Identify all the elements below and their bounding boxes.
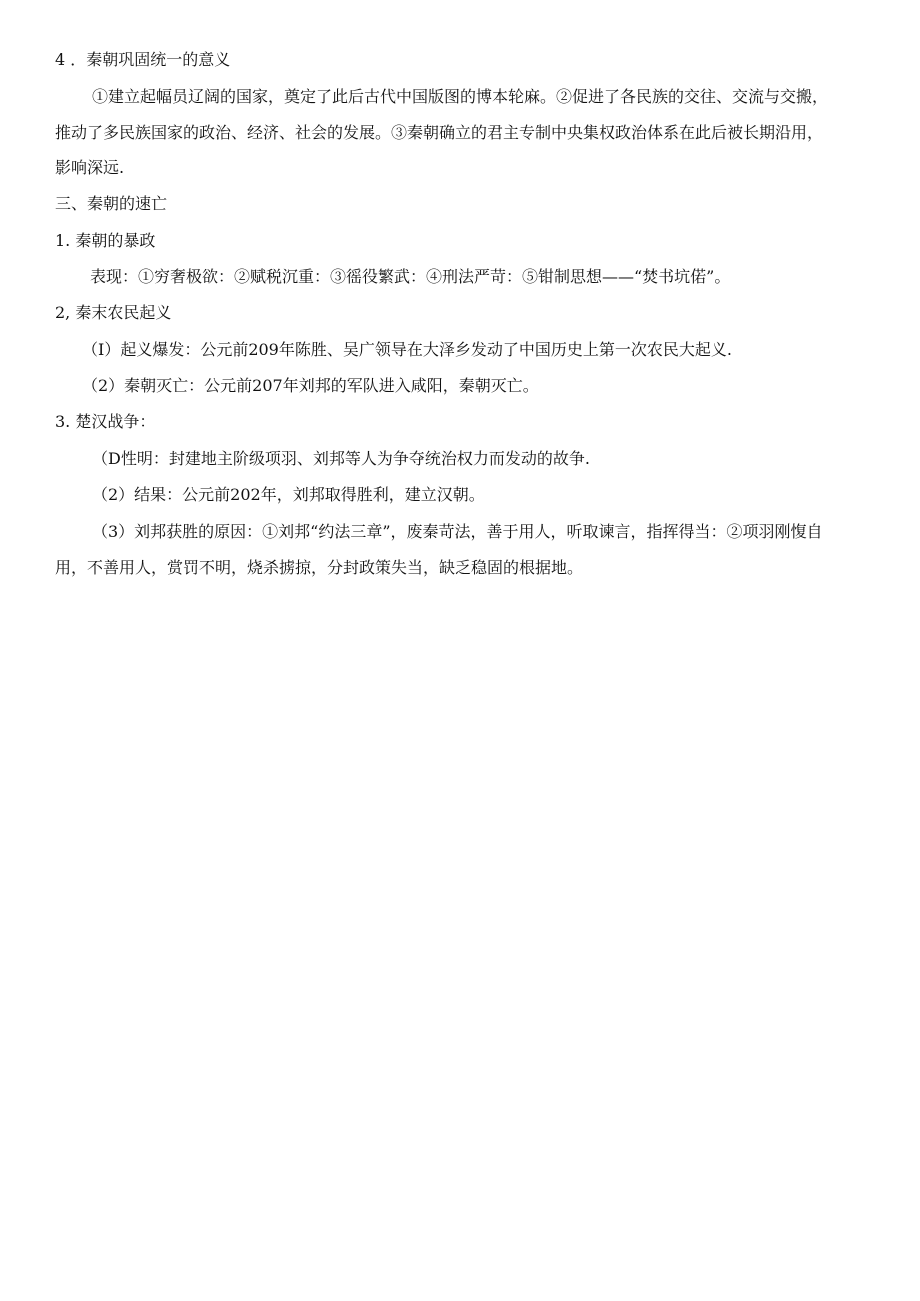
subsection-3-item-1: （D性明：封建地主阶级项羽、刘邦等人为争夺统治权力而发动的故争. [92,449,590,468]
subsection-3-item-2: （2）结果：公元前202年，刘邦取得胜利，建立汉朝。 [92,485,485,504]
section-3-heading: 三、秦朝的速亡 [55,194,168,213]
section-4-heading: 4 ．秦朝巩固统一的意义 [55,50,231,69]
subsection-3-item-3-line-2: 用，不善用人，赏罚不明，烧杀掳掠，分封政策失当，缺乏稳固的根据地。 [55,558,584,577]
section-4-paragraph-line-1: ①建立起幅员辽阔的国家，奠定了此后古代中国版图的博本轮麻。②促进了各民族的交往、交流与交搬， [92,87,829,106]
subsection-3-item-3-line-1: （3）刘邦获胜的原因：①刘邦“约法三章”，废秦苛法，善于用人，听取谏言，指挥得当：②项羽刚愎自 [92,522,823,541]
subsection-2-item-1: （I）起义爆发：公元前209年陈胜、吴广领导在大泽乡发动了中国历史上第一次农民大起义. [82,340,732,359]
subsection-1-text: 表现：①穷奢极欲：②赋税沉重：③徭役繁武：④刑法严苛：⑤钳制思想——“焚书坑偌”。 [90,267,731,286]
subsection-2-item-2: （2）秦朝灭亡：公元前207年刘邦的军队进入咸阳，秦朝灭亡。 [82,376,539,395]
subsection-2-heading: 2, 秦末农民起义 [55,303,172,322]
section-4-paragraph-line-2: 推动了多民族国家的政治、经济、社会的发展。③秦朝确立的君主专制中央集权政治体系在此后被长期沿用， [55,123,824,142]
subsection-1-heading: 1. 秦朝的暴政 [55,231,156,250]
section-4-paragraph-line-3: 影响深远. [55,158,125,177]
subsection-3-heading: 3. 楚汉战争： [55,412,156,431]
